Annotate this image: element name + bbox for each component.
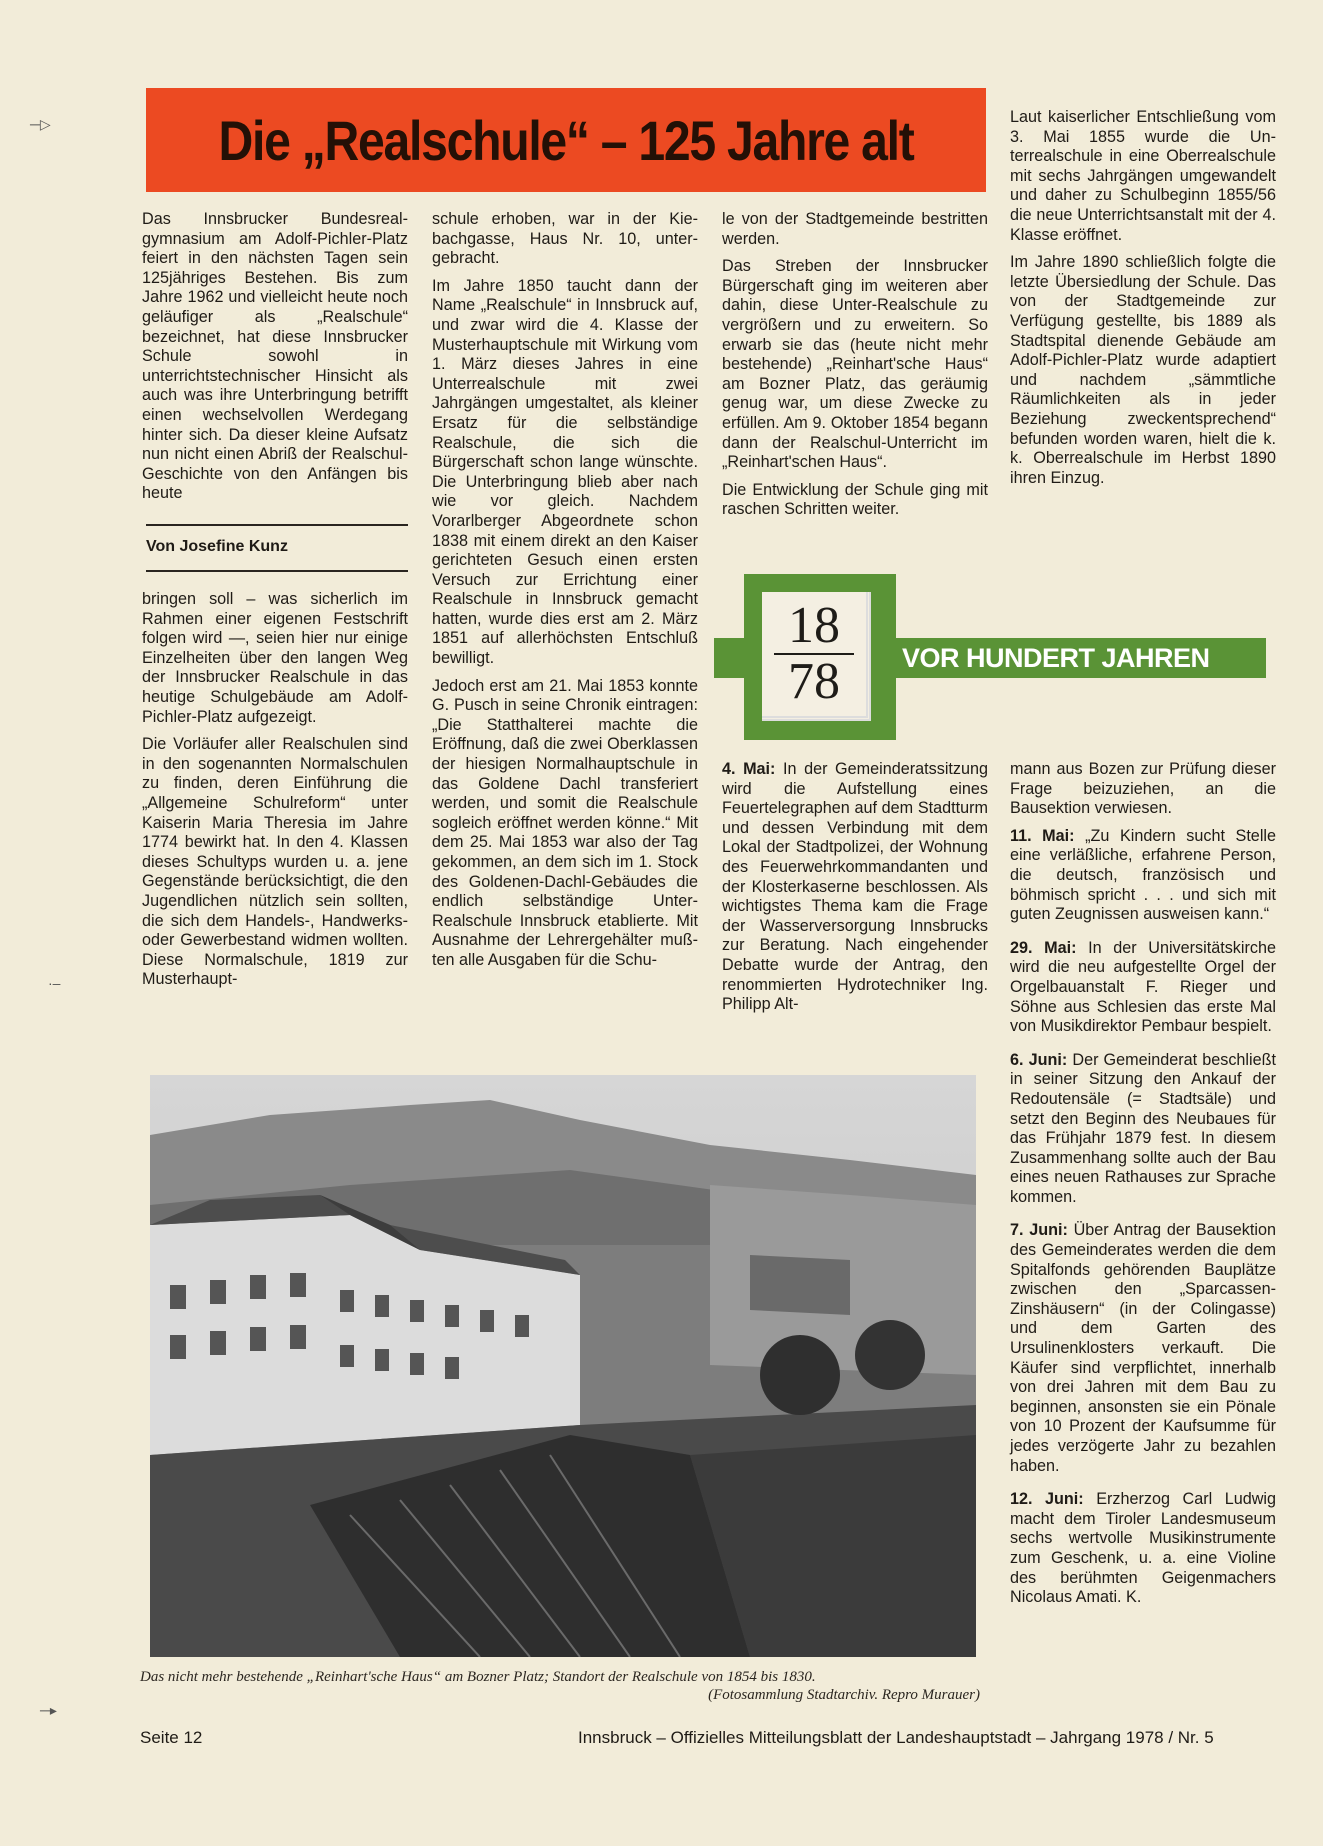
publication-footer: Innsbruck – Offizielles Mitteilungsblatt der Landeshauptstadt – Jahrgang 1978 / Nr. 5 xyxy=(578,1728,1214,1747)
chronicle-entry xyxy=(1010,1051,1276,1208)
byline-rule-top xyxy=(146,524,408,526)
chronicle-column-left xyxy=(722,760,988,1029)
margin-mark-mid: ·– xyxy=(48,975,61,991)
caption-line-2: (Fotosammlung Stadtarchiv. Repro Murauer) xyxy=(708,1687,980,1703)
caption-line-1: Das nicht mehr bestehende „Reinhart'sche Haus“ am Bozner Platz; Standort der Realschule von 1854 bis 1830. xyxy=(140,1669,816,1685)
article-column-2 xyxy=(432,210,698,979)
chronicle-entry xyxy=(1010,939,1276,1037)
article-column-1-top xyxy=(142,210,408,512)
chronicle-entry xyxy=(722,760,988,1015)
calendar-icon xyxy=(762,592,871,721)
article-paragraph: Das Innsbrucker Bundesrealgymnasium am Adolf-Pichler-Platz feiert in den nächsten Tagen sein 125jähriges Bestehen. Bis zum Jahre 1962 und vielleicht heute noch geläufiger als „Realschule“ bezeichnet, hat diese Innsbrucker Schule sowohl in unterrichtstechnischer Hinsicht als auch was ihre Unterbringung betrifft einen wechselvollen Werdegang hinter sich. Da dieser kleine Aufsatz nun nicht einen Abriß der Realschul-Geschichte von den Anfängen bis heute xyxy=(142,210,408,503)
article-paragraph: Im Jahre 1850 taucht dann der Name „Realschule“ in Innsbruck auf, und zwar wird die 4. Klasse der Musterhauptschule mit Wirkung vom 1. März dieses Jahres in eine Unterrealschule mit zwei Jahrgängen umgestaltet, als kleiner Ersatz für die selbständige Realschule, die sich die Bürgerschaft schon lange wünschte. Die Unterbringung blieb aber nach wie vor gleich. Nachdem Vorarlberger Abgeordnete schon 1838 mit einem direkt an den Kaiser gerichteten Gesuch einen ersten Versuch zur Errichtung einer Realschule in Innsbruck gemacht hatten, wurde dies erst am 2. März 1851 auf allerhöchsten Entschluß bewilligt. xyxy=(432,276,698,668)
article-column-1-bottom xyxy=(142,590,408,998)
photo-caption xyxy=(140,1668,980,1704)
article-paragraph: schule erhoben, war in der Kiebachgasse, Haus Nr. 10, untergebracht. xyxy=(432,210,698,268)
chronicle-text: Erzherzog Carl Ludwig macht dem Tiroler Landesmuseum sechs wertvolle Musikinstrumente zum Geschenk, u. a. eine Violine des berühmten Geigenmachers Nicolaus Amati. K. xyxy=(1010,1490,1277,1607)
article-paragraph: le von der Stadtgemeinde bestritten werden. xyxy=(722,210,988,248)
year-bottom: 78 xyxy=(788,653,840,710)
margin-mark-top: ─▷ xyxy=(30,116,51,132)
article-paragraph: Die Entwicklung der Schule ging mit raschen Schritten weiter. xyxy=(722,480,988,519)
article-paragraph: Das Streben der Innsbrucker Bürgerschaft ging im weiteren aber dahin, diese Unter-Realschule zu vergrößern und zu erweitern. So erwarb sie das (heute nicht mehr bestehende) „Reinhart'sche Haus“ am Bozner Platz, das geräumig genug war, um diese Zwecke zu erfüllen. Am 9. Oktober 1854 begann dann der Realschul-Unterricht im „Reinhart'schen Haus“. xyxy=(722,257,988,472)
chronicle-date: 7. Juni: xyxy=(1010,1221,1068,1240)
chronicle-date: 11. Mai: xyxy=(1010,826,1075,845)
page-number: Seite 12 xyxy=(140,1728,203,1747)
article-column-3 xyxy=(722,210,988,528)
article-paragraph: Jedoch erst am 21. Mai 1853 konnte G. Pusch in seine Chronik eintragen: „Die Statthalterei machte die Eröffnung, daß die zwei Oberklassen der hiesigen Normalhauptschule in das Goldene Dachl transferiert werden, und somit die Realschule sogleich eröffnet werden könne.“ Mit dem 25. Mai 1853 war also der Tag gekommen, an dem sich im 1. Stock des Goldenen-Dachl-Gebäudes die endlich selbständige Unter-Realschule Innsbruck etablierte. Mit Ausnahme der Lehrergehälter mußten alle Ausgaben für die Schu- xyxy=(432,676,698,969)
chronicle-text: In der Universitätskirche wird die neu aufgestellte Orgel der Orgelbauanstalt F. Rieger und Söhne aus Schlesien das erste Mal von Musikdirektor Pembaur bespielt. xyxy=(1010,938,1276,1036)
chronicle-text: In der Gemeinderatssitzung wird die Aufstellung eines Feuertelegraphen auf dem Stadtturm und dessen Verbindung mit dem Lokal der Stadtpolizei, der Wohnung des Feuerwehrkommandanten und der Klosterkaserne beschlossen. Als wichtigstes Thema kam die Frage der Wasserversorgung Innsbrucks zur Beratung. Nach eingehender Debatte wurde der Antrag, den renommierten Hydrotechniker Ing. Philipp Alt- xyxy=(722,760,989,1014)
chronicle-column-right xyxy=(1010,760,1276,1622)
year-top: 18 xyxy=(788,597,840,654)
historic-photo xyxy=(150,1075,976,1657)
article-paragraph: bringen soll – was sicherlich im Rahmen einer eigenen Festschrift folgen wird —, seien hier nur einige Einzelheiten über den langen Weg der Innsbrucker Realschule in das heutige Schulgebäude am Adolf-Pichler-Platz aufgezeigt. xyxy=(142,590,408,726)
vor-hundert-jahren-banner xyxy=(714,574,1266,740)
margin-mark-bottom: ─▸ xyxy=(40,1702,57,1718)
chronicle-date: 12. Juni: xyxy=(1010,1490,1084,1509)
photo-illustration xyxy=(150,1075,976,1657)
chronicle-text: Über Antrag der Bausektion des Gemeinderates werden die dem Spitalfonds gehörenden Bauplätze zwischen den „Sparcassen-Zinshäusern“ (in der Colingasse) und dem Garten des Ursulinenklosters verkauft. Die Käufer sind verpflichtet, innerhalb von drei Jahren mit dem Bau zu beginnen, ansonsten sie ein Pönale von 10 Prozent der Kaufsumme für jedes verzögerte Jahr zu bezahlen haben. xyxy=(1010,1221,1276,1475)
chronicle-text: „Zu Kindern sucht Stelle eine verläßliche, erfahrene Person, die deutsch, französisch und böhmisch spricht . . . und sich mit guten Zeugnissen ausweisen kann.“ xyxy=(1010,826,1277,924)
chronicle-date: 4. Mai: xyxy=(722,760,776,778)
chronicle-continuation: mann aus Bozen zur Prüfung dieser Frage beizuziehen, an die Bausektion verwiesen. xyxy=(1010,760,1276,818)
article-paragraph: Im Jahre 1890 schließlich folgte die letzte Übersiedlung der Schule. Das von der Stadtgemeinde zur Verfügung gestellte, bis 1889 als Stadtspital dienende Gebäude am Adolf-Pichler-Platz wurde adaptiert und nachdem „sämmtliche Räumlichkeiten als in jeder Beziehung zweckentsprechend“ befunden worden waren, hielt die k. k. Oberrealschule im Herbst 1890 ihren Einzug. xyxy=(1010,253,1276,487)
headline-banner xyxy=(146,88,986,192)
headline: Die „Realschule“ – 125 Jahre alt xyxy=(218,108,914,172)
byline-rule-bottom xyxy=(146,570,408,572)
calendar-badge xyxy=(744,574,896,740)
article-paragraph: Die Vorläufer aller Realschulen sind in den sogenannten Normalschulen zu finden, deren Einführung die „Allgemeine Schulreform“ unter Kaiserin Maria Theresia im Jahre 1774 bewirkt hat. In den 4. Klassen dieses Schultyps wurden u. a. jene Gegenstände berücksichtigt, die den Jugendlichen nützlich sein sollten, die sich dem Handels-, Handwerks- oder Gewerbestand widmen wollten. Diese Normalschule, 1819 zur Musterhaupt- xyxy=(142,735,408,989)
chronicle-entry xyxy=(1010,1490,1276,1608)
chronicle-date: 29. Mai: xyxy=(1010,938,1077,957)
chronicle-date: 6. Juni: xyxy=(1010,1050,1068,1069)
chronicle-entry xyxy=(1010,1221,1276,1476)
article-column-4 xyxy=(1010,108,1276,496)
chronicle-entry xyxy=(1010,827,1276,925)
chronicle-text: Der Gemeinderat beschließt in seiner Sitzung den Ankauf der Redoutensäle (= Stadtsäle) und setzt den Beginn des Neubaues für das Frühjahr 1879 fest. In diesem Zusammenhang sollte auch der Bau eines neuen Rathauses zur Sprache kommen. xyxy=(1010,1050,1277,1206)
byline: Von Josefine Kunz xyxy=(146,538,288,555)
banner-label: VOR HUNDERT JAHREN xyxy=(902,643,1210,673)
article-paragraph: Laut kaiserlicher Entschließung vom 3. Mai 1855 wurde die Unterrealschule in eine Oberrealschule mit sechs Jahrgängen umgewandelt und daher zu Schulbeginn 1855/56 die neue Unterrichtsanstalt mit der 4. Klasse eröffnet. xyxy=(1010,108,1276,244)
